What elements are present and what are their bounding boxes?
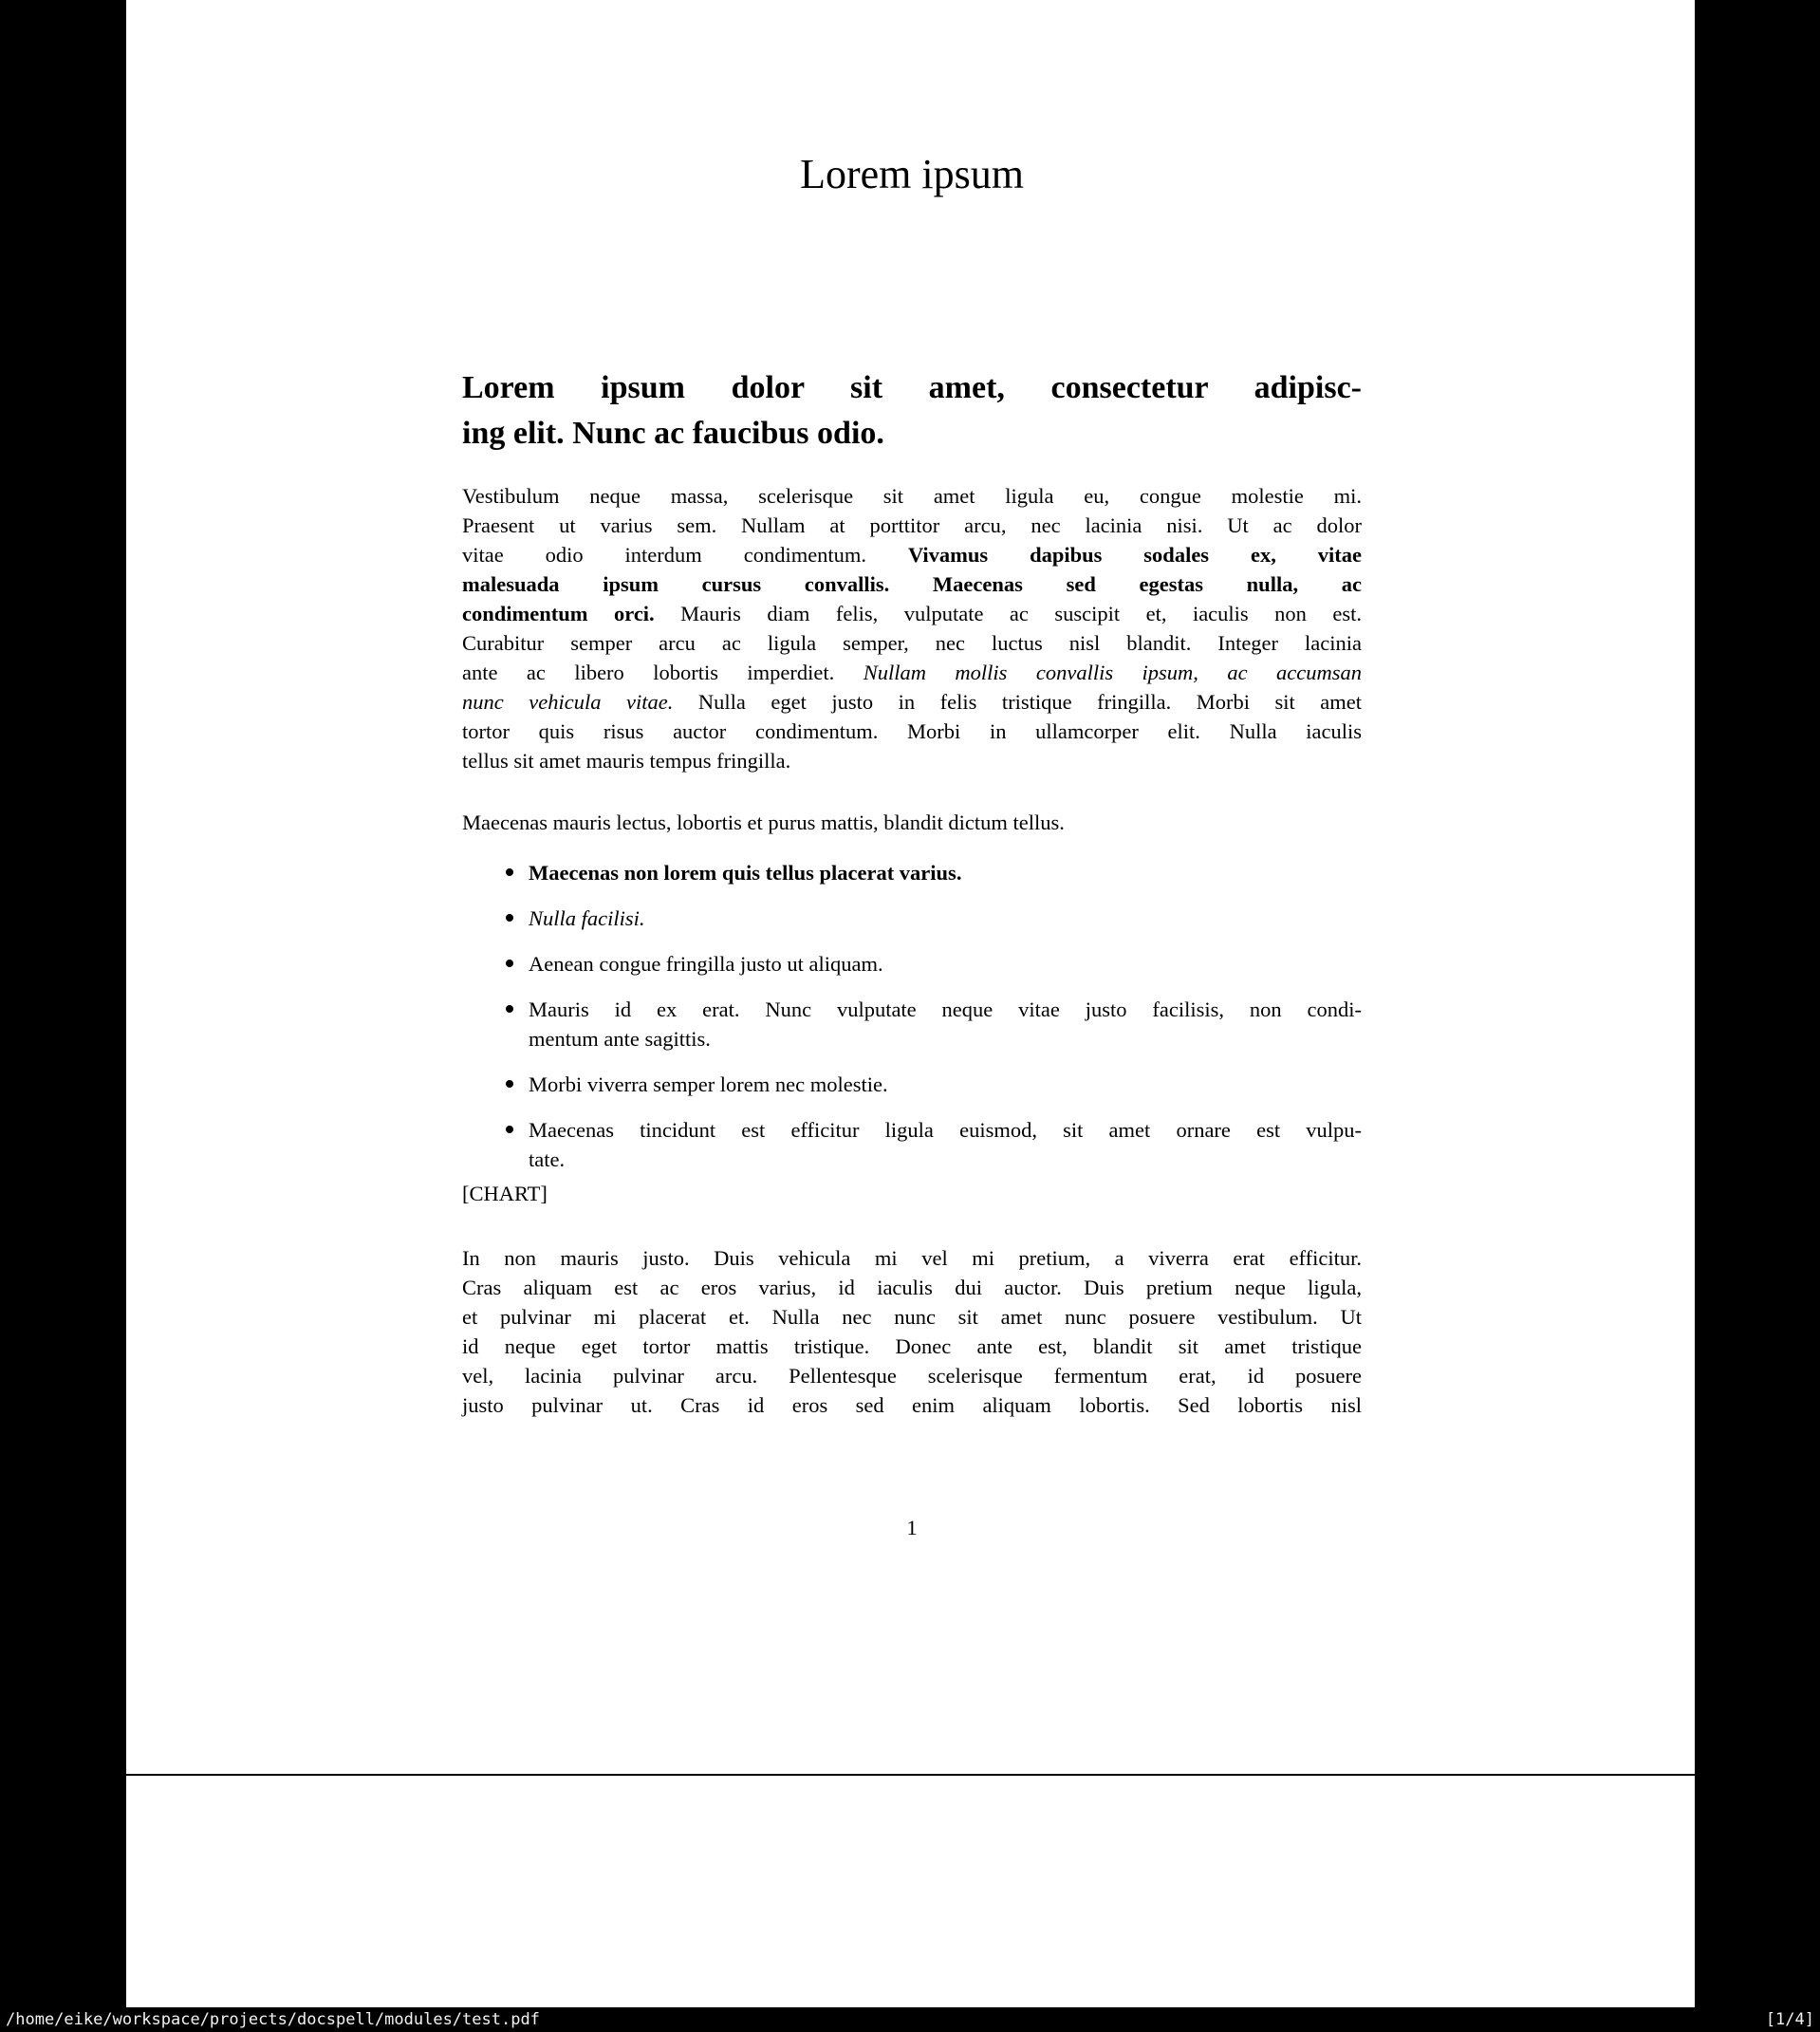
list-item-text [529,995,1362,1053]
text-line: justo pulvinar ut. Cras id eros sed enim aliquam lobortis. Sed lobortis nisl [462,1393,1362,1417]
chart-placeholder: [CHART] [462,1182,548,1205]
text-line: Nulla facilisi. [529,906,645,930]
list-item [462,904,1362,933]
text-line: vitae odio interdum condimentum. Vivamus dapibus sodales ex, vitae [462,543,1362,567]
text-line: Vestibulum neque massa, scelerisque sit amet ligula eu, congue molestie mi. [462,484,1362,508]
text-line: In non mauris justo. Duis vehicula mi vel mi pretium, a viverra erat efficitur. [462,1246,1362,1270]
closing-paragraph [462,1243,1362,1420]
text-line: Maecenas tincidunt est efficitur ligula euismod, sit amet ornare est vulpu- [529,1118,1362,1142]
list-item-text [529,949,1362,979]
text-line: malesuada ipsum cursus convallis. Maecenas sed egestas nulla, ac [462,572,1362,596]
lead-in-paragraph [462,808,1362,837]
text-line: tate. [529,1147,566,1171]
document-title: Lorem ipsum [800,151,1024,197]
text-line: Cras aliquam est ac eros varius, id iaculis dui auctor. Duis pretium neque ligula, [462,1276,1362,1299]
text-line: vel, lacinia pulvinar arcu. Pellentesque scelerisque fermentum erat, id posuere [462,1364,1362,1388]
text-line: mentum ante sagittis. [529,1027,711,1051]
page-number: 1 [906,1516,918,1539]
text-line: condimentum orci. Mauris diam felis, vulputate ac suscipit et, iaculis non est. [462,602,1363,625]
list-item [462,1115,1362,1174]
statusbar-filepath: /home/eike/workspace/projects/docspell/modules/test.pdf [6,2010,540,2029]
bullet-icon [506,1005,513,1013]
bullet-icon [506,1080,513,1088]
bullet-icon [506,960,513,967]
text-line: tellus sit amet mauris tempus fringilla. [462,749,791,773]
list-item-text [529,858,1362,887]
text-line: Aenean congue fringilla justo ut aliquam. [529,952,883,976]
text-line: Maecenas mauris lectus, lobortis et purus mattis, blandit dictum tellus. [462,811,1065,834]
list-item [462,949,1362,979]
pdf-page-1 [126,0,1695,1774]
status-bar [0,2007,1820,2032]
list-item-text [529,1115,1362,1174]
text-line: id neque eget tortor mattis tristique. Donec ante est, blandit sit amet tristique [462,1334,1362,1358]
text-line: et pulvinar mi placerat et. Nulla nec nunc sit amet nunc posuere vestibulum. Ut [462,1305,1362,1329]
text-line: Curabitur semper arcu ac ligula semper, nec luctus nisl blandit. Integer lacinia [462,631,1362,655]
intro-paragraph [462,481,1362,775]
list-item [462,858,1362,887]
text-line: ing elit. Nunc ac faucibus odio. [462,416,884,451]
list-item [462,1070,1362,1099]
list-item [462,995,1362,1053]
bullet-list [462,858,1362,1174]
text-line: nunc vehicula vitae. Nulla eget justo in felis tristique fringilla. Morbi sit amet [462,690,1362,714]
statusbar-page-indicator: [1/4] [1765,2010,1814,2029]
text-line: Morbi viverra semper lorem nec molestie. [529,1072,888,1096]
text-line: Praesent ut varius sem. Nullam at porttitor arcu, nec lacinia nisi. Ut ac dolor [462,513,1362,537]
bullet-icon [506,1126,513,1133]
list-item-text [529,1070,1362,1099]
text-line: Lorem ipsum dolor sit amet, consectetur adipisc- [462,370,1362,405]
text-line: Mauris id ex erat. Nunc vulputate neque vitae justo facilisis, non condi- [529,997,1362,1021]
text-line: ante ac libero lobortis imperdiet. Nullam mollis convallis ipsum, ac accumsan [462,661,1362,684]
section-heading [462,365,1362,457]
list-item-text [529,904,1362,933]
pdf-page-2 [126,1776,1695,2007]
text-line: tortor quis risus auctor condimentum. Morbi in ullamcorper elit. Nulla iaculis [462,719,1362,743]
text-line: Maecenas non lorem quis tellus placerat varius. [529,861,962,885]
bullet-icon [506,914,513,922]
bullet-icon [506,868,513,876]
